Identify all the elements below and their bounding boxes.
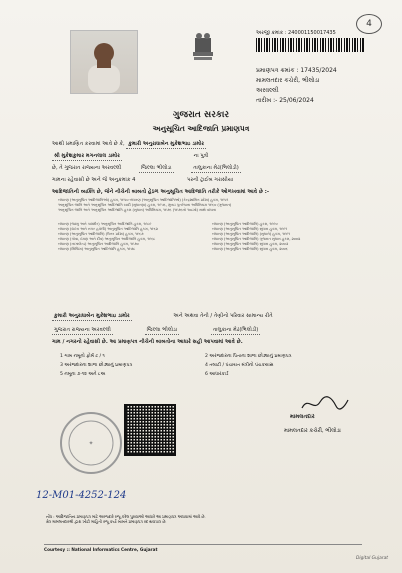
issue-date: તારીખ :- 25/06/2024	[256, 97, 314, 104]
application-number: અરજી ક્રમાંક : 240001150017435	[256, 30, 336, 36]
order-line: અનુસૂચિત જાતિ અને અનુસૂચિત આદિજાતિ યાદી (સુધારણા) હુકમ, ૧૯૫૬, મુંબઇ પુનર્રચના અધિનિયમ ૧૯૬૦ (ગુજરાત)	[58, 203, 232, 207]
cert-line-1	[52, 140, 352, 149]
barcode	[256, 38, 364, 52]
signatory-office: મામલતદાર કચેરી, ભીલોડા	[284, 428, 341, 434]
certificate-title: અનુસૂચિત આદિજાતિ પ્રમાણપત્ર	[152, 124, 250, 133]
documents-row	[60, 352, 350, 361]
page-mark: 4	[356, 14, 382, 34]
applicant-line-2	[52, 326, 352, 335]
order-item: બંધારણ (જમ્મુ અને કાશ્મીર) અનુસૂચિત આદિજાતિ હુકમ, ૧૯૮૯	[58, 222, 152, 226]
office-info	[256, 66, 386, 106]
svg-text:✦: ✦	[88, 440, 94, 447]
cert-line-4-label: ગામના રહેવાસી છે અને જે અનુક્રમાંક 4	[52, 177, 136, 183]
digital-gujarat-label: Digital Gujarat	[356, 556, 388, 561]
order-item: બંધારણ (અનુસૂચિત આદિજાતિ) સુધારા હુકમ, ૧૯૯૧	[212, 227, 288, 231]
applicant-photo	[70, 30, 138, 94]
cert-line-3-taluka: તાલુકાના મેઢ(ભિલોડી)	[193, 165, 239, 171]
constitution-orders-block	[58, 198, 348, 213]
footer	[44, 544, 362, 552]
signature-image	[300, 394, 350, 414]
order-item: બંધારણ (અનુસૂચિત આદિજાતિ) સુધારા હુકમ, ૨૦૦૩	[212, 242, 289, 246]
application-barcode-block	[256, 30, 364, 52]
official-seal-stamp	[60, 412, 122, 474]
order-item: બંધારણ (અનુસૂચિત આદિજાતિ) (ઉત્તર પ્રદેશ) હુકમ, ૧૯૬૭	[58, 232, 144, 236]
district-name: અરવલ્લી	[256, 87, 279, 94]
cert-line-4	[52, 176, 352, 184]
courtesy-text: Courtesy :: National Informatics Centre, Gujarat	[44, 547, 158, 552]
documents-list	[60, 352, 350, 379]
orders-left-column	[58, 222, 198, 252]
cert-line-2	[52, 152, 352, 161]
cert-line-1-label: આથી પ્રમાણિત કરવામાં આવે છે કે,	[52, 141, 125, 147]
cert-line-3	[52, 164, 352, 173]
order-item: બંધારણ (અનુસૂચિત આદિજાતિ) ગુજરાત સુધારા હુકમ, ૨૦૦૨	[212, 237, 301, 241]
state-title: ગુજરાત સરકાર	[172, 110, 230, 120]
document-item: 6 આધારકાર્ડ	[205, 372, 229, 377]
order-item: બંધારણ (નાગાલેન્ડ) અનુસૂચિત આદિજાતિ હુકમ, ૧૯૭૦	[58, 242, 139, 246]
documents-row	[60, 361, 350, 370]
applicant-suffix: અને અથવા તેની / તેણીનો પરિવાર સામાન્ય રીતે	[173, 313, 273, 319]
office-name: મામલતદાર કચેરી, ભીલોડા	[256, 77, 320, 84]
order-item: બંધારણ (અનુસૂચિત આદિજાતિ) સુધારા હુકમ, ૨૦૦૬	[212, 247, 288, 251]
document-item: 2 અરજદારના પિતાના શાળા છોડ્યાનું પ્રમાણપત્ર	[205, 354, 292, 359]
order-item: બંધારણ (ગોવા, દમણ અને દીવ) અનુસૂચિત આદિજાતિ હુકમ, ૧૯૬૮	[58, 237, 156, 241]
applicant-taluka: તાલુકાના મેઢ(ભિલોડી)	[212, 327, 259, 333]
handwritten-number: 12-M01-4252-124	[36, 490, 127, 501]
note-line: નોંધ : આદિજાતિના પ્રમાણપત્ર માટે અરજદારે રજૂ કરેલ પુરાવાઓ આધારે આ પ્રમાણપત્ર આપવામાં આવે છે.	[46, 514, 206, 519]
document-item: 4 તલાટી / પંચાયત મંત્રીનો પંચકયાસ	[205, 363, 274, 368]
notes-block	[46, 514, 366, 524]
order-line: બંધારણ (અનુસૂચિત આદિજાતિઓ) હુકમ, ૧૯૫૦ બંધારણ (અનુસૂચિત આદિજાતિઓ) (કેન્દ્રશાસિત પ્રદેશ) હુકમ, ૧૯૫૧	[58, 198, 229, 202]
note-line: ક્ષેત્ર મામલતદારશ્રી દ્વારા ખોટી માહિતી રજૂ કર્યા બાબતે પ્રમાણપત્ર રદ થવાપાત્ર છે.	[46, 519, 167, 524]
cert-line-4-suffix: પરની ટ્રાઈબ ગરાસીયા	[187, 177, 234, 183]
signatory-title: મામલતદાર	[290, 414, 315, 420]
order-item: બંધારણ (અનુસૂચિત આદિજાતિ) હુકમ, ૧૯૯૦	[212, 222, 278, 226]
documents-row	[60, 370, 350, 379]
document-item: 3 અરજદારના શાળા છોડ્યાનું પ્રમાણપત્ર	[60, 363, 133, 368]
order-item: બંધારણ (સિક્કિમ) અનુસૂચિત આદિજાતિ હુકમ, ૧૯૭૮	[58, 247, 136, 251]
qr-code	[124, 404, 176, 456]
order-line: અનુસૂચિત જાતિ અને અનુસૂચિત આદિજાતિ હુકમ (સુધારા) અધિનિયમ, ૧૯૭૬ (૧૯૭૬નો ૧૦૮મો) સાથે વાંચતા	[58, 208, 217, 212]
verification-line: ગામ / નગરનો રહેવાસી છે. આ પ્રમાણપત્ર નીચેની બાબતોના આધારે સહી આપવામાં આવે છે.	[52, 339, 243, 345]
applicant-name: કુમારી અનુરાધાબેન મુકેશભાઇ ડામોર	[54, 313, 130, 319]
applicant-line-1	[52, 312, 352, 321]
cert-line-3-label: છે, તે ગુજરાત રાજ્યના અરવલ્લી	[52, 165, 122, 171]
document-item: 5 નમૂના ૭-૧૨ અને ૮અ	[60, 372, 106, 377]
order-item: બંધારણ (અનુસૂચિત આદિજાતિ) (સુધારો) હુકમ, ૧૯૯૧	[212, 232, 290, 236]
document-item: 1 ગામ નમૂનો ફોર્મ ટ / ૧	[60, 354, 105, 359]
cert-line-2-suffix: ના પુત્રી	[193, 153, 209, 159]
order-item: બંધારણ (દાદરા અને નગર હવેલી) અનુસૂચિત આદિજાતિ હુકમ, ૧૯૬૨	[58, 227, 158, 231]
father-name: શ્રી મુકેશકુમાર મગનલાલ ડામોર	[54, 153, 120, 159]
applicant-state: ગુજરાત રાજ્યના અરવલ્લી	[54, 327, 111, 333]
orders-right-column	[212, 222, 352, 252]
cert-line-1-value: કુમારી અનુરાધાબેન મુકેશભાઇ ડામોર	[128, 141, 205, 147]
applicant-district: જિલ્લા ભીલોડા	[146, 327, 178, 333]
cert-line-3-district: જિલ્લા ભીલોડા	[140, 165, 172, 171]
cert-line-5: આદિજાતિની વ્યક્તિ છે, જેને નીચેની બાબતો હેઠળ અનુસૂચિત આદિજાતિ તરીકે ઓળખવામાં આવે છે :-	[52, 189, 270, 195]
national-emblem-icon	[188, 28, 218, 62]
certificate-number: પ્રમાણપત્ર ક્રમાંક : 17435/2024	[256, 67, 337, 74]
